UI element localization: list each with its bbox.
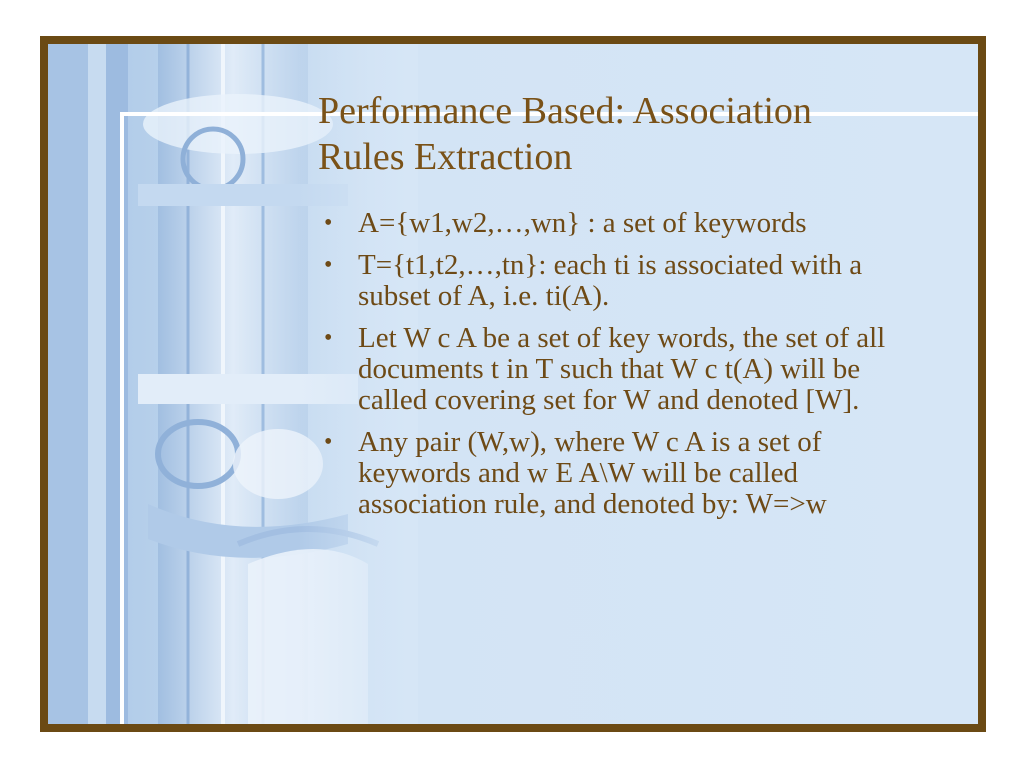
bullet-text: Let W c A be a set of key words, the set of all documents t in T such that W c t(A) will be called covering set for W and denoted [W]. [358, 322, 886, 416]
bullet-item [318, 208, 918, 239]
slide-title-line-2: Rules Extraction [318, 136, 573, 178]
bullet-dot-icon: • [324, 325, 333, 351]
bullet-dot-icon: • [324, 429, 333, 455]
bullet-list [318, 208, 918, 531]
bullet-item [318, 427, 918, 520]
bullet-dot-icon: • [324, 252, 333, 278]
bullet-text: T={t1,t2,…,tn}: each ti is associated with a subset of A, i.e. ti(A). [358, 249, 863, 312]
bullet-text: Any pair (W,w), where W c A is a set of keywords and w E A\W will be called association rule, and denoted by: W=>w [358, 426, 827, 520]
bullet-dot-icon: • [324, 210, 333, 236]
bullet-item [318, 323, 918, 416]
bullet-item [318, 250, 918, 312]
bullet-text: A={w1,w2,…,wn} : a set of keywords [358, 207, 807, 239]
slide-title-line-1: Performance Based: Association [318, 90, 812, 132]
slide-title [318, 88, 938, 180]
